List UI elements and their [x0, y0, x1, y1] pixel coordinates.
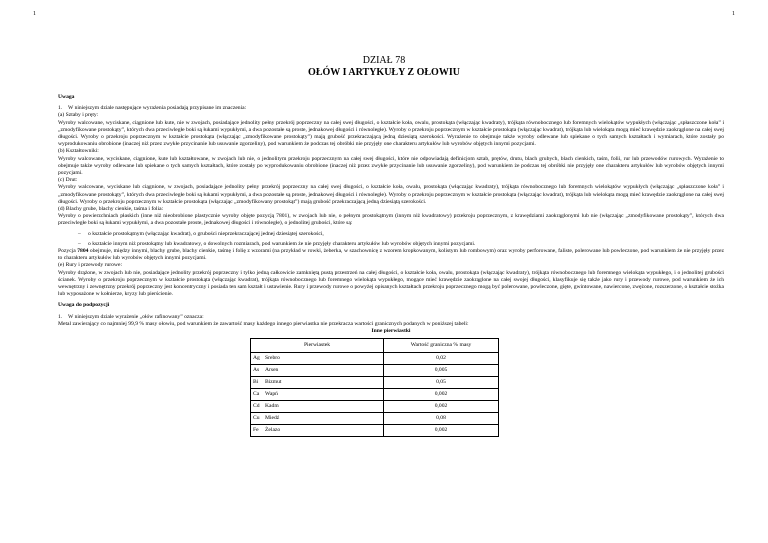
- chapter-title: OŁÓW I ARTYKUŁY Z OŁOWIU: [308, 67, 460, 78]
- element-name: Kadm: [263, 401, 384, 413]
- definition-b-text: Wyroby walcowane, wyciskane, ciągnione, kute lub kształtowane, w zwojach lub nie, o jednolitym przekroju poprzecznym na całej swej długości, które nie odpowiadają definicjom sztab, prętów, drutu, blach grubych, blach cienkich, taśm, folii, rur lub przewodów rurowych. Wyrażenie to obejmuje także wyroby odlewane lub spiekane o tych samych kształtach, które zostały po wyprodukowaniu obrobione (inaczej niż przez zwykłe przycinanie lub usuwanie zgorzeliny), pod warunkiem że podczas tej obróbki nie przyjęły one charakteru artykułów lub wyrobów objętych innymi pozycjami.: [58, 155, 724, 177]
- element-name: Bizmut: [263, 377, 384, 389]
- element-symbol: Fe: [251, 425, 264, 437]
- dash-bullet: –: [78, 240, 81, 247]
- column-header-limit: Wartość graniczna % masy: [384, 339, 499, 353]
- note-item-number: 1.: [58, 313, 63, 320]
- limit-value: 0,002: [384, 401, 499, 413]
- chapter-label: DZIAŁ 78: [362, 55, 406, 66]
- element-name: Arsen: [263, 365, 384, 377]
- element-name: Żelazo: [263, 425, 384, 437]
- note-item-text: W niniejszym dziale wyrażenie „ołów rafinowany” oznacza:: [68, 313, 204, 320]
- page-number-left: 1: [33, 11, 36, 17]
- note-item-number: 1.: [58, 105, 63, 112]
- table-row: [251, 353, 499, 365]
- limit-value: 0,08: [384, 413, 499, 425]
- definition-d-label: (d) Blachy grube, blachy cienkie, taśma i folia:: [58, 206, 164, 213]
- definition-a-text: Wyroby walcowane, wyciskane, ciągnione lub kute, nie w zwojach, posiadające jednolity pełny przekrój poprzeczny na całej swej długości, o kształcie koła, owalu, prostokąta (włączając kwadraty), trójkąta równobocznego lub foremnych wielokątów wypukłych (włączając „spłaszczone koła” i „zmodyfikowane prostokąty”, których dwa przeciwległe boki są łukami wypukłymi, a dwa pozostałe są proste, jednakowej długości i równoległe). Wyroby o przekroju poprzecznym w kształcie prostokąta (włączając kwadrat), trójkąta lub wielokąta mogą mieć krawędzie zaokrąglone na całej swej długości. Wyroby o przekroju poprzecznym w kształcie prostokąta (włączając „zmodyfikowane prostokąty”) mają grubość przekraczającą jedną dziesiątą szerokości. Wyrażenie to obejmuje także wyroby odlewane lub spiekane o tych samych kształtach i wymiarach, które zostały po wyprodukowaniu obrobione (inaczej niż przez zwykłe przycinanie lub usuwanie zgorzeliny), pod warunkiem że podczas tej obróbki nie przyjęły one charakteru artykułów lub wyrobów objętych innymi pozycjami.: [58, 119, 724, 148]
- table-row: [251, 401, 499, 413]
- element-name: Srebro: [263, 353, 384, 365]
- table-row: [251, 389, 499, 401]
- element-symbol: As: [251, 365, 264, 377]
- definition-e-label: (e) Rury i przewody rurowe:: [58, 262, 122, 269]
- note-item-1: [58, 105, 724, 112]
- note-item-text: W niniejszym dziale następujące wyrażenia posiadają przypisane im znaczenia:: [68, 105, 247, 112]
- table-row: [251, 365, 499, 377]
- dash-text: o kształcie innym niż prostokątny lub kwadratowy, o dowolnych rozmiarach, pod warunkiem że nie przyjęły charakteru artykułów lub wyrobów objętych innymi pozycjami.: [88, 240, 476, 247]
- refined-lead-definition: Metal zawierający co najmniej 99,9 % masy ołowiu, pod warunkiem że zawartość masy każdego innego pierwiastka nie przekracza wartości granicznych podanych w poniższej tabeli:: [58, 320, 469, 327]
- definition-d-text: Wyroby o powierzchniach płaskich (inne niż nieobrobione plastycznie wyroby objęte pozycją 7801), w zwojach lub nie, o pełnym prostokątnym (innym niż kwadratowy) przekroju poprzecznym, z krawędziami zaokrąglonymi lub nie (włączając „zmodyfikowane prostokąty”, których dwa przeciwległe boki są łukami wypukłymi, a dwa pozostałe proste, jednakowej długości i równoległe), o jednolitej grubości, które są:: [58, 213, 724, 227]
- definition-c-label: (c) Drut:: [58, 177, 78, 184]
- table-row: [251, 377, 499, 389]
- table-header-row: [251, 339, 499, 353]
- note-pre: Pozycja: [58, 248, 78, 255]
- element-symbol: Bi: [251, 377, 264, 389]
- element-symbol: Ag: [251, 353, 264, 365]
- dash-bullet: –: [78, 230, 81, 237]
- element-name: Miedź: [263, 413, 384, 425]
- document-body: [58, 94, 724, 437]
- subheading-note-item-1: [58, 314, 724, 321]
- limit-value: 0,05: [384, 377, 499, 389]
- limit-value: 0,002: [384, 389, 499, 401]
- page-number-right: 1: [732, 11, 735, 17]
- definition-d-dash-2: [78, 241, 724, 248]
- element-name: Wapń: [263, 389, 384, 401]
- column-header-element: Pierwiastek: [251, 339, 384, 353]
- definition-d-dash-1: [78, 231, 724, 238]
- notes-heading: Uwaga: [58, 94, 75, 100]
- element-symbol: Cu: [251, 413, 264, 425]
- limit-value: 0,002: [384, 425, 499, 437]
- definition-b-label: (b) Kształtowniki:: [58, 148, 99, 155]
- elements-table: [250, 338, 499, 437]
- subheading-note-heading: Uwaga do podpozycji: [58, 302, 110, 309]
- heading-code: 7804: [77, 248, 89, 255]
- definition-c-text: Wyroby walcowane, wyciskane lub ciągnione, w zwojach, posiadające jednolity pełny przekrój poprzeczny na całej swej długości, o kształcie koła, owalu, prostokąta (włączając kwadraty), trójkąta równobocznego lub foremnych wielokątów wypukłych (włączając „spłaszczone koła” i „zmodyfikowane prostokąty”, których dwa przeciwległe boki są łukami wypukłymi, a dwa pozostałe są proste, jednakowej długości i równoległe). Wyroby o przekroju poprzecznym w kształcie prostokąta (włączając kwadrat), trójkąta lub wielokąta mogą mieć krawędzie zaokrąglone na całej swej długości. Wyroby o przekroju poprzecznym w kształcie prostokąta (włączając „zmodyfikowany prostokąt”) mają grubość przekraczającą jedną dziesiątą szerokości.: [58, 184, 724, 205]
- definition-d-note: [58, 248, 724, 262]
- limit-value: 0,02: [384, 353, 499, 365]
- dash-text: o kształcie prostokątnym (włączając kwadrat), o grubości nieprzekraczającej jednej dziesiątej szerokości,: [88, 230, 324, 237]
- definition-e-text: Wyroby drążone, w zwojach lub nie, posiadające jednolity przekrój poprzeczny i tylko jedną całkowicie zamkniętą pustą przestrzeń na całej długości, o kształcie koła, owalu, prostokąta (włączając kwadraty), trójkąta równobocznego lub foremnego wielokąta wypukłego, i o jednolitej grubości ścianek. Wyroby o przekroju poprzecznym w kształcie prostokąta (włączając kwadrat), trójkąta równobocznego lub foremnego wielokąta wypukłego, mogące mieć krawędzie zaokrąglone na całej swojej długości, klasyfikuje się także jako rury i przewody rurowe, pod warunkiem że ich wewnętrzny i zewnętrzny przekrój poprzeczny jest koncentryczny i posiada ten sam kształt i ustawienie. Rury i przewody rurowe o powyżej opisanych kształtach przekroju poprzecznego mogą być polerowane, powleczone, gięte, gwintowane, nawiercone, zwężone, rozszerzone, o kształcie stożka lub wyposażone w kołnierze, kryzy lub pierścienie.: [58, 269, 724, 298]
- element-symbol: Cd: [251, 401, 264, 413]
- note-post: obejmuje, między innymi, blachy grube, blachy cienkie, taśmę i folię z wzorami (na przykład w rowki, żeberka, w szachownicę z wzorem kropkowanym, kolistym lub rombowym) oraz wyroby perforowane, faliste, polerowane lub powleczone, pod warunkiem że nie przyjęły przez to charakteru artykułów lub wyrobów objętych innymi pozycjami.: [58, 248, 725, 262]
- table-row: [251, 413, 499, 425]
- definition-a-label: (a) Sztaby i pręty:: [58, 112, 99, 119]
- limit-value: 0,005: [384, 365, 499, 377]
- element-symbol: Ca: [251, 389, 264, 401]
- table-row: [251, 425, 499, 437]
- table-caption: Inne pierwiastki: [371, 328, 411, 335]
